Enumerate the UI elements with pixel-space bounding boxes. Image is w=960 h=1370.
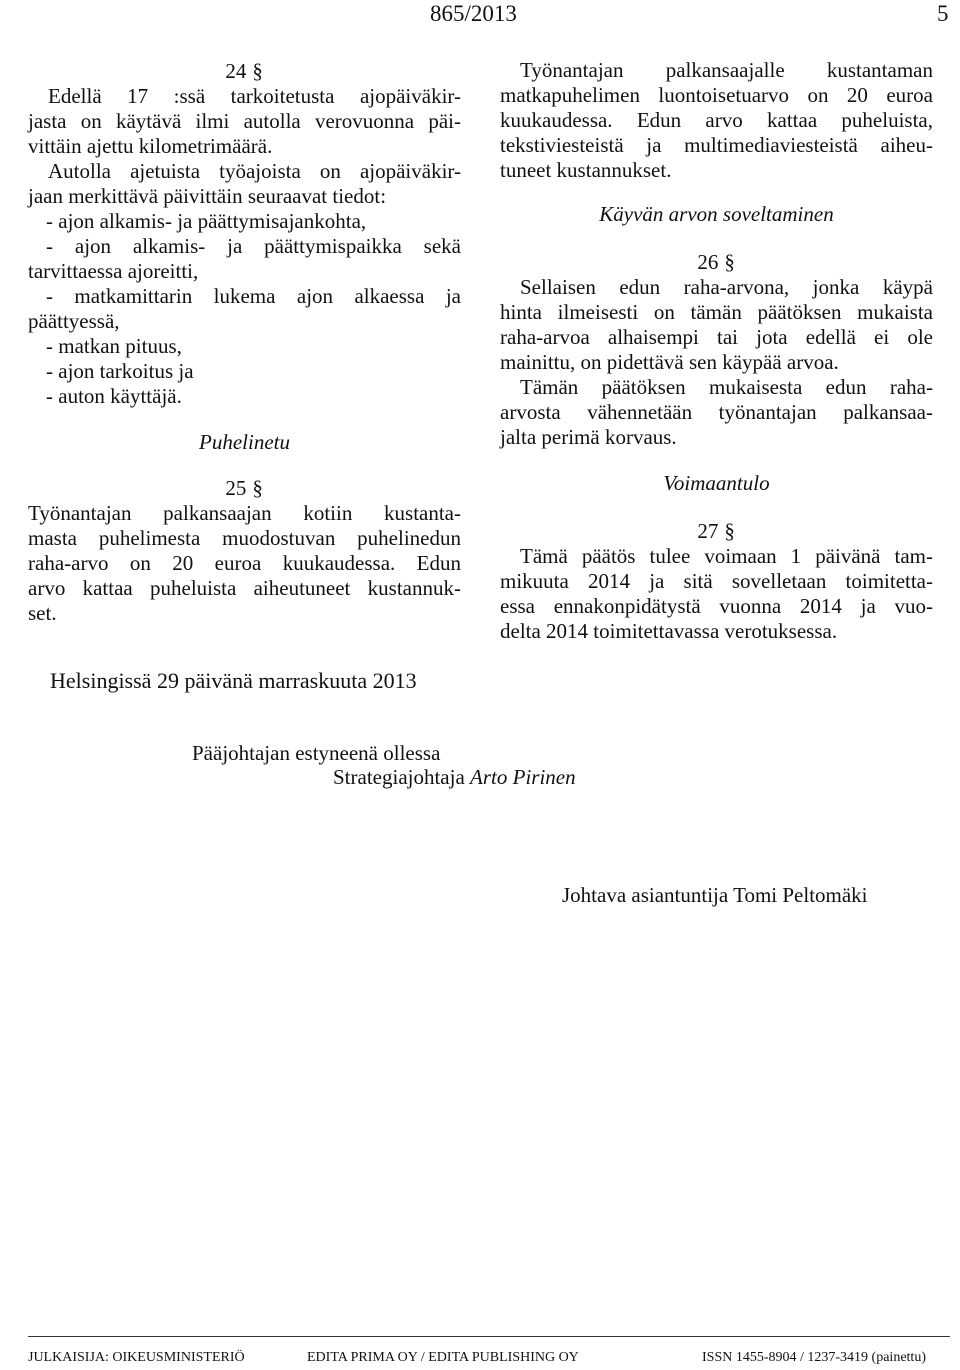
- section-sign-icon: §: [724, 250, 735, 274]
- section-26-paragraph-2: Tämän päätöksen mukaisesta edun raha- arvosta vähennetään työnantajan palkansaa- jalta perimä korvaus.: [500, 375, 933, 449]
- document-number: 865/2013: [430, 1, 517, 26]
- list-item: - ajon alkamis- ja päättymispaikka sekä: [46, 234, 461, 258]
- signature-name: Arto Pirinen: [470, 765, 576, 789]
- section-27-heading: 27 §: [697, 519, 735, 543]
- signature-expert: Johtava asiantuntija Tomi Peltomäki: [562, 883, 868, 907]
- list-item: - matkamittarin lukema ajon alkaessa ja: [46, 284, 461, 308]
- section-26-paragraph-1: Sellaisen edun raha-arvona, jonka käypä hinta ilmeisesti on tämän päätöksen mukaista raha-arvoa alhaisempi tai jota edellä ei ole mainittu, on pidettävä sen käypää arvoa.: [500, 275, 933, 374]
- section-24-heading: 24 §: [225, 59, 263, 83]
- section-25-paragraph-2: Työnantajan palkansaajalle kustantaman matkapuhelimen luontoisetuarvo on 20 euroa kuukaudessa. Edun arvo kattaa puheluista, tekstiviesteistä ja multimediaviesteistä aiheu- tuneet kustannukset.: [500, 58, 933, 182]
- signature-title: Strategiajohtaja: [333, 765, 465, 789]
- section-24-paragraph-2: Autolla ajetuista työajoista on ajopäiväkir- jaan merkittävä päivittäin seuraavat tiedot:: [28, 159, 461, 208]
- section-25-heading: 25 §: [225, 476, 263, 500]
- signature-title-line: [333, 765, 576, 790]
- heading-puhelinetu: Puhelinetu: [199, 430, 290, 454]
- footer-publisher: JULKAISIJA: OIKEUSMINISTERIÖ: [28, 1350, 245, 1365]
- list-item: - auton käyttäjä.: [46, 384, 182, 408]
- page-header: [0, 0, 960, 30]
- section-sign-icon: §: [252, 59, 263, 83]
- list-item: tarvittaessa ajoreitti,: [28, 259, 199, 283]
- section-24-paragraph-1: Edellä 17 :ssä tarkoitetusta ajopäiväkir- jasta on käytävä ilmi autolla verovuonna päi- vittäin ajettu kilometrimäärä.: [28, 84, 461, 158]
- heading-kayvan-arvon-soveltaminen: Käyvän arvon soveltaminen: [599, 202, 834, 226]
- list-item: - matkan pituus,: [46, 334, 182, 358]
- list-item: - ajon alkamis- ja päättymisajankohta,: [46, 209, 367, 233]
- signature-on-behalf: Pääjohtajan estyneenä ollessa: [192, 741, 441, 765]
- footer-issn: ISSN 1455-8904 / 1237-3419 (painettu): [702, 1350, 926, 1365]
- footer-printer: EDITA PRIMA OY / EDITA PUBLISHING OY: [307, 1350, 579, 1365]
- list-item: päättyessä,: [28, 309, 120, 333]
- left-column: [28, 58, 461, 626]
- page-number: 5: [937, 1, 949, 26]
- signature-place-date: Helsingissä 29 päivänä marraskuuta 2013: [50, 668, 417, 693]
- section-26-heading: 26 §: [697, 250, 735, 274]
- section-27-paragraph-1: Tämä päätös tulee voimaan 1 päivänä tam- mikuuta 2014 ja sitä sovelletaan toimitetta- essa ennakonpidätystä vuonna 2014 ja vuo- delta 2014 toimitettavassa verotuksessa.: [500, 544, 933, 643]
- section-24-list: [28, 209, 461, 409]
- section-25-paragraph-1: Työnantajan palkansaajan kotiin kustanta- masta puhelimesta muodostuvan puhelinedun raha-arvo on 20 euroa kuukaudessa. Edun arvo kattaa puheluista aiheutuneet kustannuk- set.: [28, 501, 461, 625]
- section-sign-icon: §: [252, 476, 263, 500]
- section-sign-icon: §: [724, 519, 735, 543]
- list-item: - ajon tarkoitus ja: [46, 359, 194, 383]
- right-column: [500, 58, 933, 644]
- footer-divider: [28, 1336, 950, 1337]
- heading-voimaantulo: Voimaantulo: [663, 471, 770, 495]
